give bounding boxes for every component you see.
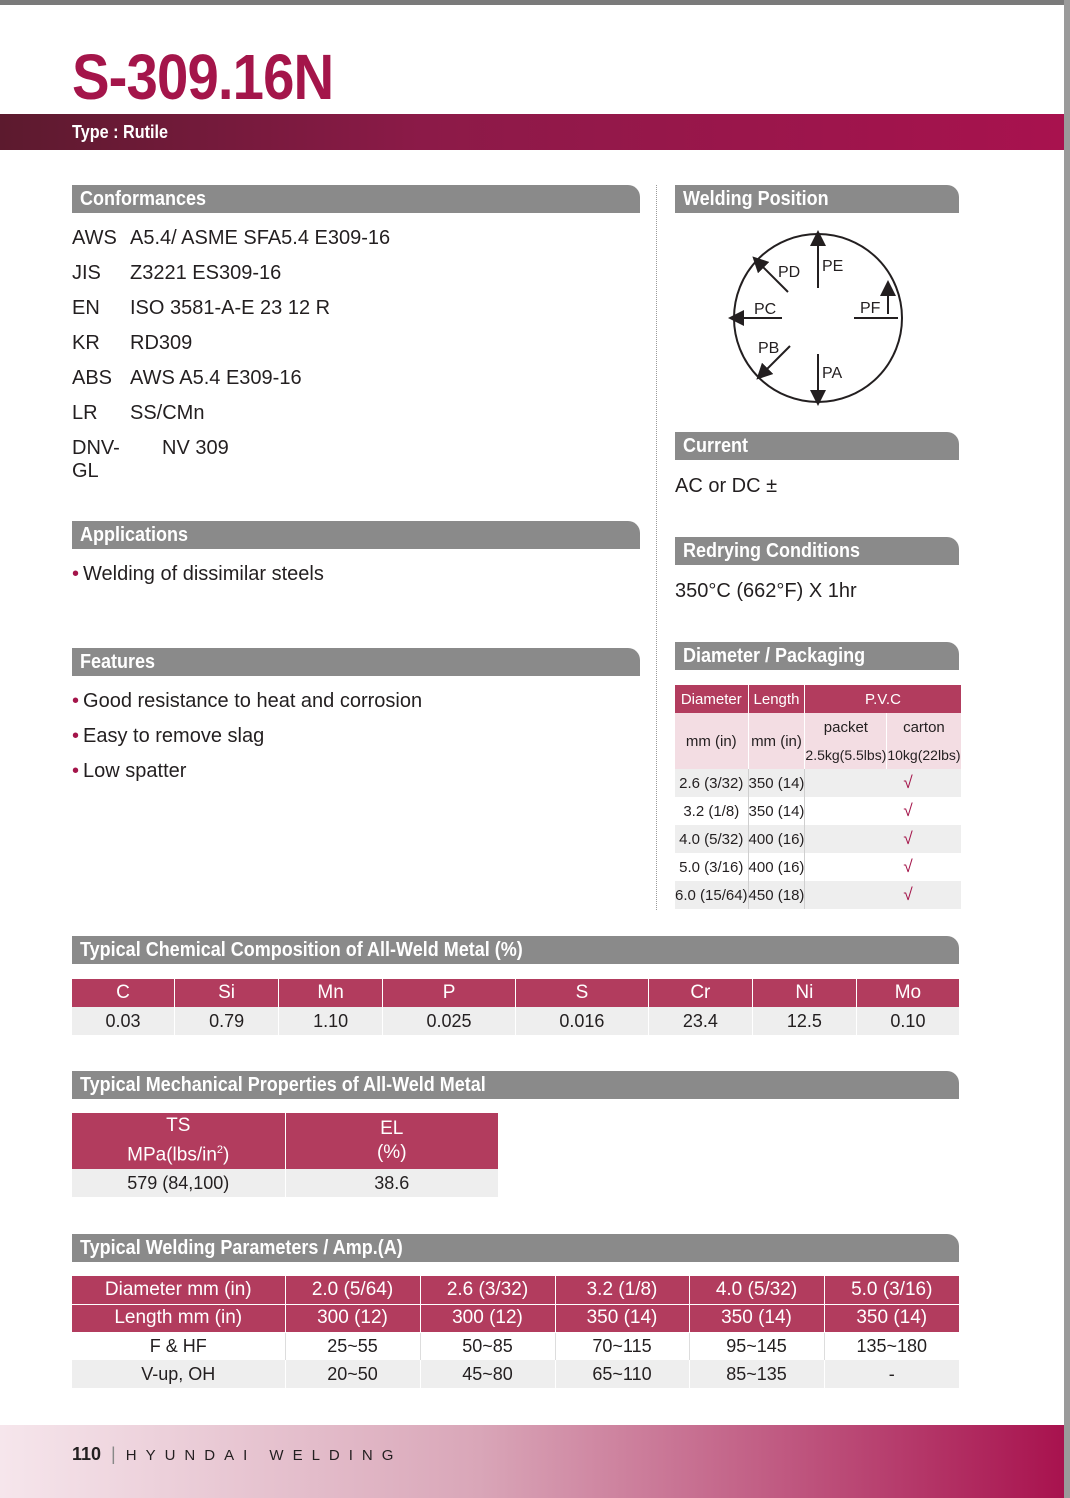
mech-header-ts: TS $MPa(lbs/in^2)$ [72, 1113, 285, 1169]
chem-element-value: 1.10 [279, 1007, 383, 1035]
chem-element-header: Ni [752, 979, 856, 1007]
pk-header-length: Length [748, 685, 805, 713]
wp-amperage: 65~110 [555, 1360, 689, 1388]
conformance-value: RD309 [130, 332, 193, 354]
conformance-value: NV 309 [162, 437, 229, 459]
wp-diameter: 3.2 (1/8) [555, 1276, 689, 1304]
wp-amperage: 70~115 [555, 1332, 689, 1360]
wp-amperage: 135~180 [824, 1332, 959, 1360]
pk-packet: packet [805, 713, 887, 741]
page-number: 110 [72, 1444, 102, 1464]
pk-check: √ [805, 853, 961, 881]
pk-check: √ [805, 769, 961, 797]
section-header-chemical: Typical Chemical Composition of All-Weld Metal (%) [72, 936, 959, 964]
welding-position-diagram [720, 228, 920, 408]
wp-amperage: 20~50 [285, 1360, 420, 1388]
conformance-standard: JIS [72, 262, 101, 284]
chem-element-header: C [72, 979, 175, 1007]
pk-diameter: 4.0 (5/32) [675, 825, 748, 853]
top-rule [0, 0, 1070, 5]
feature-item: • Low spatter [72, 760, 187, 782]
mech-header-el: EL (%) [285, 1113, 498, 1169]
wp-diameter-label: Diameter mm (in) [72, 1276, 285, 1304]
label-pc: PC [754, 301, 777, 318]
feature-item: • Good resistance to heat and corrosion [72, 690, 423, 712]
pk-header-diameter: Diameter [675, 685, 748, 713]
conformance-standard: EN [72, 297, 100, 319]
wp-length: 300 (12) [285, 1304, 420, 1332]
conformance-standard: LR [72, 402, 98, 424]
pk-diameter: 2.6 (3/32) [675, 769, 748, 797]
wp-amperage: 85~135 [689, 1360, 824, 1388]
section-header-features: Features [72, 648, 640, 676]
section-header-current: Current [675, 432, 959, 460]
section-header-redrying: Redrying Conditions [675, 537, 959, 565]
pk-row [675, 853, 961, 881]
pk-length: 400 (16) [748, 825, 805, 853]
section-header-applications: Applications [72, 521, 640, 549]
wp-length: 350 (14) [555, 1304, 689, 1332]
footer-separator: | [111, 1444, 116, 1464]
chem-element-value: 12.5 [752, 1007, 856, 1035]
wp-amperage: 95~145 [689, 1332, 824, 1360]
chem-element-header: S [515, 979, 648, 1007]
wp-length: 350 (14) [824, 1304, 959, 1332]
wp-amperage: 50~85 [420, 1332, 555, 1360]
wp-row-label: V-up, OH [72, 1360, 285, 1388]
label-pf: PF [860, 300, 881, 317]
footer [72, 1444, 402, 1465]
column-divider [656, 185, 657, 910]
label-pd: PD [778, 264, 801, 281]
pk-diameter: 3.2 (1/8) [675, 797, 748, 825]
label-pe: PE [822, 258, 844, 275]
type-label: Type : Rutile [72, 122, 169, 142]
pk-packet-weight: 2.5kg(5.5lbs) [805, 741, 887, 769]
conformance-value: AWS A5.4 E309-16 [130, 367, 302, 389]
pk-diameter: 6.0 (15/64) [675, 881, 748, 909]
pk-carton-weight: 10kg(22lbs) [887, 741, 961, 769]
chem-element-value: 0.10 [856, 1007, 959, 1035]
section-header-welding-params: Typical Welding Parameters / Amp.(A) [72, 1234, 959, 1262]
chem-element-header: P [383, 979, 516, 1007]
pk-unit-length: mm (in) [748, 713, 805, 769]
pk-length: 350 (14) [748, 769, 805, 797]
mech-el-value: 38.6 [285, 1169, 498, 1197]
section-header-welding-position: Welding Position [675, 185, 959, 213]
chem-element-header: Cr [648, 979, 752, 1007]
pk-row [675, 797, 961, 825]
application-item: • Welding of dissimilar steels [72, 563, 324, 585]
pk-length: 450 (18) [748, 881, 805, 909]
wp-amperage: 25~55 [285, 1332, 420, 1360]
chem-element-header: Mo [856, 979, 959, 1007]
type-band [0, 114, 1064, 150]
conformance-standard: ABS [72, 367, 113, 389]
chem-element-value: 0.03 [72, 1007, 175, 1035]
wp-row-label: F & HF [72, 1332, 285, 1360]
pk-check: √ [805, 881, 961, 909]
pk-unit-diameter: mm (in) [675, 713, 748, 769]
redrying-value: 350°C (662°F) X 1hr [675, 580, 857, 602]
pk-carton: carton [887, 713, 961, 741]
brand-name: HYUNDAI WELDING [125, 1447, 403, 1464]
wp-diameter: 5.0 (3/16) [824, 1276, 959, 1304]
conformance-value: SS/CMn [130, 402, 205, 424]
page-edge [1064, 0, 1070, 1498]
chem-element-value: 0.025 [383, 1007, 516, 1035]
wp-length: 300 (12) [420, 1304, 555, 1332]
label-pa: PA [822, 365, 843, 382]
mech-ts-value: 579 (84,100) [72, 1169, 285, 1197]
conformance-standard: AWS [72, 227, 117, 249]
pk-row [675, 881, 961, 909]
conformance-standard: DNV-GL [72, 437, 120, 482]
pk-header-pvc: P.V.C [805, 685, 961, 713]
current-value: AC or DC ± [675, 475, 778, 497]
conformance-value: A5.4/ ASME SFA5.4 E309-16 [130, 227, 391, 249]
pk-check: √ [805, 797, 961, 825]
pk-length: 350 (14) [748, 797, 805, 825]
wp-amperage: 45~80 [420, 1360, 555, 1388]
wp-length-label: Length mm (in) [72, 1304, 285, 1332]
mechanical-table [72, 1113, 498, 1197]
welding-params-table [72, 1276, 959, 1388]
wp-length: 350 (14) [689, 1304, 824, 1332]
chem-element-value: 0.79 [175, 1007, 279, 1035]
chem-element-header: Mn [279, 979, 383, 1007]
conformance-value: Z3221 ES309-16 [130, 262, 282, 284]
wp-amperage: - [824, 1360, 959, 1388]
wp-diameter: 2.6 (3/32) [420, 1276, 555, 1304]
wp-diameter: 2.0 (5/64) [285, 1276, 420, 1304]
pk-row [675, 825, 961, 853]
chem-element-value: 23.4 [648, 1007, 752, 1035]
conformance-standard: KR [72, 332, 100, 354]
conformance-value: ISO 3581-A-E 23 12 R [130, 297, 331, 319]
section-header-mechanical: Typical Mechanical Properties of All-Weld Metal [72, 1071, 959, 1099]
wp-diameter: 4.0 (5/32) [689, 1276, 824, 1304]
pk-length: 400 (16) [748, 853, 805, 881]
pk-row [675, 769, 961, 797]
chem-element-value: 0.016 [515, 1007, 648, 1035]
pk-diameter: 5.0 (3/16) [675, 853, 748, 881]
pk-check: √ [805, 825, 961, 853]
product-title: S-309.16N [72, 41, 334, 113]
chem-element-header: Si [175, 979, 279, 1007]
feature-item: • Easy to remove slag [72, 725, 265, 747]
section-header-diameter-packaging: Diameter / Packaging [675, 642, 959, 670]
section-header-conformances: Conformances [72, 185, 640, 213]
chemical-table [72, 979, 959, 1035]
label-pb: PB [758, 340, 780, 357]
packaging-table [675, 685, 961, 909]
